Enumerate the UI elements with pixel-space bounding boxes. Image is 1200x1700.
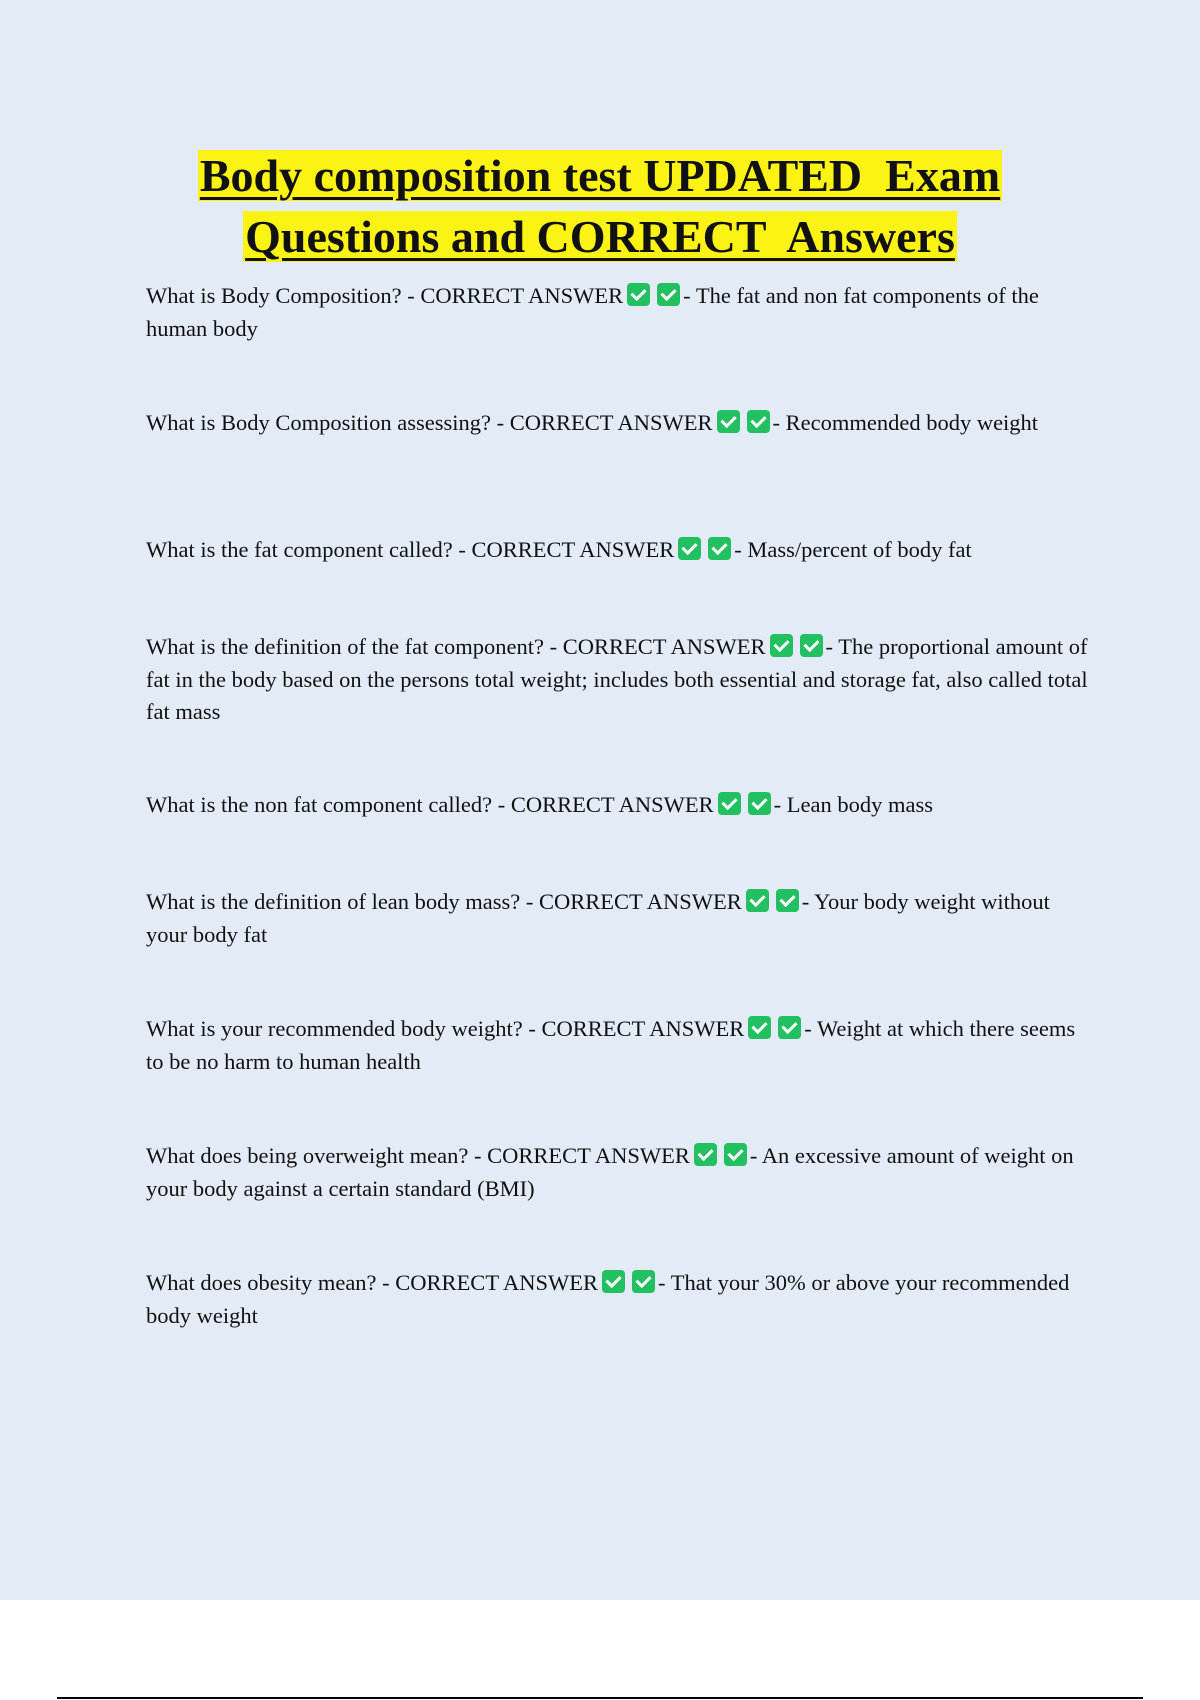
check-mark-icon — [602, 1270, 625, 1293]
check-mark-icon — [747, 410, 770, 433]
correct-answer-label: CORRECT ANSWER — [420, 283, 624, 308]
qa-item-6 — [146, 886, 1091, 951]
correct-answer-label: CORRECT ANSWER — [509, 410, 713, 435]
check-mark-icon — [746, 889, 769, 912]
question-text: What is the fat component called? - — [146, 537, 472, 562]
check-mark-icon — [717, 410, 740, 433]
answer-text: - Your body weight without your body fat — [146, 889, 1050, 947]
document-title — [0, 145, 1200, 267]
qa-item-8 — [146, 1140, 1091, 1205]
question-text: What does obesity mean? - — [146, 1270, 396, 1295]
correct-answer-label: CORRECT ANSWER — [395, 1270, 599, 1295]
check-mark-icon — [748, 792, 771, 815]
question-text: What is the non fat component called? - — [146, 792, 511, 817]
check-mark-icon — [632, 1270, 655, 1293]
check-mark-icon — [627, 283, 650, 306]
correct-answer-label: CORRECT ANSWER — [471, 537, 675, 562]
check-mark-icon — [748, 1016, 771, 1039]
correct-answer-label: CORRECT ANSWER — [487, 1143, 690, 1168]
qa-item-4 — [146, 631, 1091, 729]
question-text: What is the definition of lean body mass? - — [146, 889, 540, 914]
question-text: What is the definition of the fat component? - — [146, 634, 563, 659]
answer-text: - The fat and non fat components of the human body — [146, 283, 1039, 341]
answer-text: - That your 30% or above your recommended body weight — [146, 1270, 1070, 1328]
qa-item-2 — [146, 407, 1091, 440]
answer-text: - Recommended body weight — [772, 410, 1039, 435]
answer-text: - The proportional amount of fat in the body based on the persons total weight; includes both essential and storage fat, also called total fat mass — [146, 634, 1088, 724]
check-mark-icon — [708, 537, 731, 560]
answer-text: - Weight at which there seems to be no harm to human health — [146, 1016, 1076, 1074]
qa-item-3 — [146, 534, 1091, 567]
qa-item-7 — [146, 1013, 1091, 1078]
qa-item-9 — [146, 1267, 1091, 1332]
correct-answer-label: CORRECT ANSWER — [541, 1016, 745, 1041]
qa-item-1 — [146, 280, 1091, 345]
check-mark-icon — [678, 537, 701, 560]
check-mark-icon — [800, 634, 823, 657]
question-text: What is your recommended body weight? - — [146, 1016, 542, 1041]
check-mark-icon — [694, 1143, 717, 1166]
page-bottom-rule — [57, 1697, 1143, 1699]
check-mark-icon — [718, 792, 741, 815]
title-line-1: Body composition test UPDATED Exam — [199, 150, 1001, 201]
check-mark-icon — [724, 1143, 747, 1166]
answer-text: - An excessive amount of weight on your body against a certain standard (BMI) — [146, 1143, 1074, 1201]
answer-text: - Mass/percent of body fat — [734, 537, 972, 562]
correct-answer-label: CORRECT ANSWER — [539, 889, 742, 914]
answer-text: - Lean body mass — [773, 792, 933, 817]
question-text: What is Body Composition? - — [146, 283, 421, 308]
qa-item-5 — [146, 789, 1091, 822]
question-text: What is Body Composition assessing? - — [146, 410, 510, 435]
correct-answer-label: CORRECT ANSWER — [562, 634, 766, 659]
check-mark-icon — [657, 283, 680, 306]
check-mark-icon — [770, 634, 793, 657]
correct-answer-label: CORRECT ANSWER — [510, 792, 714, 817]
check-mark-icon — [776, 889, 799, 912]
title-line-2: Questions and CORRECT Answers — [245, 211, 955, 262]
check-mark-icon — [778, 1016, 801, 1039]
question-text: What does being overweight mean? - — [146, 1143, 488, 1168]
